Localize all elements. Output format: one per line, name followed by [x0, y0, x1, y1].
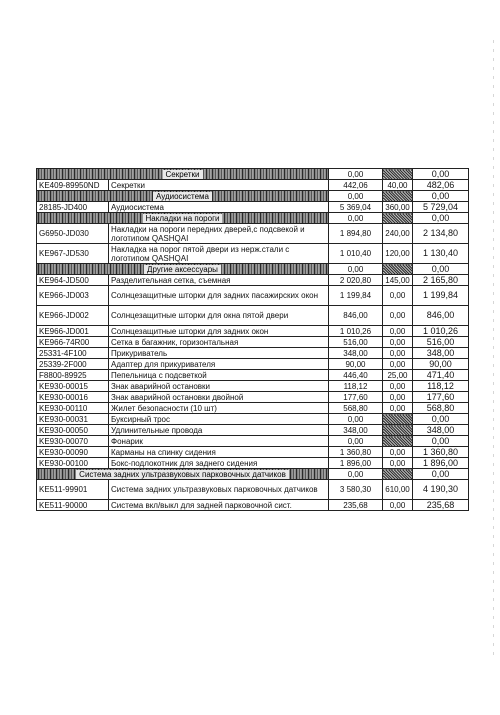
table-row — [37, 326, 469, 337]
install-cell: 40,00 — [383, 180, 413, 191]
section-title — [37, 213, 329, 224]
shaded-cell — [383, 425, 413, 436]
table-row — [37, 244, 469, 264]
total-cell: 235,68 — [413, 500, 469, 511]
price-cell: 5 369,04 — [329, 202, 383, 213]
table-row — [37, 275, 469, 286]
description-cell: Удлинительные провода — [109, 425, 329, 436]
table-row — [37, 180, 469, 191]
price-cell: 348,00 — [329, 348, 383, 359]
install-cell: 240,00 — [383, 224, 413, 244]
section-title-label: Аудиосистема — [153, 192, 212, 201]
part-number-cell: KE930-00015 — [37, 381, 109, 392]
section-row — [37, 191, 469, 202]
total-cell: 1 896,00 — [413, 458, 469, 469]
price-cell: 0,00 — [329, 191, 383, 202]
section-row — [37, 264, 469, 275]
part-number-cell: KE966-JD003 — [37, 286, 109, 306]
price-cell: 2 020,80 — [329, 275, 383, 286]
part-number-cell: KE966-74R00 — [37, 337, 109, 348]
part-number-cell: KE930-00090 — [37, 447, 109, 458]
table-row — [37, 425, 469, 436]
total-cell: 0,00 — [413, 169, 469, 180]
install-cell: 0,00 — [383, 286, 413, 306]
price-cell: 348,00 — [329, 425, 383, 436]
table-row — [37, 224, 469, 244]
total-cell: 5 729,04 — [413, 202, 469, 213]
part-number-cell: KE930-00070 — [37, 436, 109, 447]
table-row — [37, 414, 469, 425]
install-cell: 0,00 — [383, 306, 413, 326]
table-row — [37, 447, 469, 458]
total-cell: 568,80 — [413, 403, 469, 414]
price-cell: 0,00 — [329, 169, 383, 180]
price-cell: 1 010,26 — [329, 326, 383, 337]
price-cell: 1 894,80 — [329, 224, 383, 244]
description-cell: Сетка в багажник, горизонтальная — [109, 337, 329, 348]
shaded-cell — [383, 264, 413, 275]
table-row — [37, 370, 469, 381]
price-cell: 1 360,80 — [329, 447, 383, 458]
description-cell: Адаптер для прикуривателя — [109, 359, 329, 370]
table-row — [37, 480, 469, 500]
description-cell: Карманы на спинку сидения — [109, 447, 329, 458]
table-row — [37, 458, 469, 469]
shaded-cell — [383, 469, 413, 480]
accessories-price-table — [36, 168, 469, 511]
part-number-cell: KE966-JD001 — [37, 326, 109, 337]
table-row — [37, 286, 469, 306]
description-cell: Разделительная сетка, съемная — [109, 275, 329, 286]
total-cell: 1 130,40 — [413, 244, 469, 264]
total-cell: 0,00 — [413, 264, 469, 275]
description-cell: Знак аварийной остановки двойной — [109, 392, 329, 403]
part-number-cell: 28185-JD400 — [37, 202, 109, 213]
section-title — [37, 191, 329, 202]
description-cell: Пепельница с подсветкой — [109, 370, 329, 381]
total-cell: 2 165,80 — [413, 275, 469, 286]
install-cell: 145,00 — [383, 275, 413, 286]
price-cell: 0,00 — [329, 414, 383, 425]
price-cell: 1 199,84 — [329, 286, 383, 306]
section-row — [37, 213, 469, 224]
total-cell: 471,40 — [413, 370, 469, 381]
install-cell: 0,00 — [383, 337, 413, 348]
total-cell: 0,00 — [413, 436, 469, 447]
total-cell: 90,00 — [413, 359, 469, 370]
price-cell: 0,00 — [329, 213, 383, 224]
price-cell: 446,40 — [329, 370, 383, 381]
install-cell: 0,00 — [383, 500, 413, 511]
description-cell: Накладка на порог пятой двери из нерж.стали с логотипом QASHQAI — [109, 244, 329, 264]
table-row — [37, 436, 469, 447]
install-cell: 0,00 — [383, 348, 413, 359]
install-cell: 360,00 — [383, 202, 413, 213]
install-cell: 0,00 — [383, 359, 413, 370]
price-cell: 0,00 — [329, 469, 383, 480]
install-cell: 0,00 — [383, 447, 413, 458]
part-number-cell: G6950-JD030 — [37, 224, 109, 244]
price-cell: 0,00 — [329, 264, 383, 275]
part-number-cell: KE930-00050 — [37, 425, 109, 436]
install-cell: 0,00 — [383, 392, 413, 403]
price-cell: 177,60 — [329, 392, 383, 403]
part-number-cell: KE409-89950ND — [37, 180, 109, 191]
description-cell: Система вкл/выкл для задней парковочной сист. — [109, 500, 329, 511]
price-cell: 846,00 — [329, 306, 383, 326]
part-number-cell: KE511-90000 — [37, 500, 109, 511]
install-cell: 0,00 — [383, 326, 413, 337]
description-cell: Солнцезащитные шторки для задних пасажирских окон — [109, 286, 329, 306]
total-cell: 1 010,26 — [413, 326, 469, 337]
description-cell: Секретки — [109, 180, 329, 191]
description-cell: Аудиосистема — [109, 202, 329, 213]
table-row — [37, 392, 469, 403]
section-title-label: Система задних ультразвуковых парковочных датчиков — [76, 470, 289, 479]
total-cell: 2 134,80 — [413, 224, 469, 244]
total-cell: 348,00 — [413, 425, 469, 436]
section-title-label: Накладки на пороги — [143, 214, 223, 223]
install-cell: 0,00 — [383, 381, 413, 392]
total-cell: 348,00 — [413, 348, 469, 359]
section-title — [37, 469, 329, 480]
table-row — [37, 306, 469, 326]
table-row — [37, 381, 469, 392]
price-cell: 0,00 — [329, 436, 383, 447]
price-cell: 1 010,40 — [329, 244, 383, 264]
section-title-label: Секретки — [163, 170, 203, 179]
table-row — [37, 359, 469, 370]
total-cell: 0,00 — [413, 191, 469, 202]
price-cell: 3 580,30 — [329, 480, 383, 500]
table-row — [37, 202, 469, 213]
description-cell: Знак аварийной остановки — [109, 381, 329, 392]
part-number-cell: KE930-00031 — [37, 414, 109, 425]
price-cell: 1 896,00 — [329, 458, 383, 469]
description-cell: Прикуриватель — [109, 348, 329, 359]
part-number-cell: F8800-89925 — [37, 370, 109, 381]
install-cell: 0,00 — [383, 403, 413, 414]
description-cell: Солнцезащитные шторки для задних окон — [109, 326, 329, 337]
total-cell: 4 190,30 — [413, 480, 469, 500]
description-cell: Система задних ультразвуковых парковочных датчиков — [109, 480, 329, 500]
shaded-cell — [383, 436, 413, 447]
part-number-cell: KE930-00100 — [37, 458, 109, 469]
part-number-cell: KE964-JD500 — [37, 275, 109, 286]
price-cell: 516,00 — [329, 337, 383, 348]
price-cell: 442,06 — [329, 180, 383, 191]
total-cell: 118,12 — [413, 381, 469, 392]
total-cell: 177,60 — [413, 392, 469, 403]
description-cell: Буксирный трос — [109, 414, 329, 425]
part-number-cell: KE930-00110 — [37, 403, 109, 414]
section-title — [37, 264, 329, 275]
total-cell: 846,00 — [413, 306, 469, 326]
shaded-cell — [383, 213, 413, 224]
part-number-cell: KE966-JD002 — [37, 306, 109, 326]
install-cell: 610,00 — [383, 480, 413, 500]
table-row — [37, 337, 469, 348]
install-cell: 0,00 — [383, 458, 413, 469]
table-row — [37, 403, 469, 414]
table-body — [37, 169, 469, 511]
section-row — [37, 469, 469, 480]
description-cell: Жилет безопасности (10 шт) — [109, 403, 329, 414]
total-cell: 0,00 — [413, 414, 469, 425]
install-cell: 120,00 — [383, 244, 413, 264]
section-title — [37, 169, 329, 180]
shaded-cell — [383, 191, 413, 202]
part-number-cell: 25339-2F000 — [37, 359, 109, 370]
part-number-cell: KE511-99901 — [37, 480, 109, 500]
price-cell: 568,80 — [329, 403, 383, 414]
price-cell: 90,00 — [329, 359, 383, 370]
price-cell: 118,12 — [329, 381, 383, 392]
total-cell: 516,00 — [413, 337, 469, 348]
description-cell: Накладки на пороги передних дверей,с подсвекой и логотипом QASHQAI — [109, 224, 329, 244]
total-cell: 1 199,84 — [413, 286, 469, 306]
description-cell: Солнцезащитные шторки для окна пятой двери — [109, 306, 329, 326]
part-number-cell: KE930-00016 — [37, 392, 109, 403]
table-row — [37, 348, 469, 359]
total-cell: 1 360,80 — [413, 447, 469, 458]
total-cell: 0,00 — [413, 469, 469, 480]
table-row — [37, 500, 469, 511]
section-title-label: Другие аксессуары — [144, 265, 221, 274]
scan-edge-mark — [493, 40, 494, 660]
total-cell: 482,06 — [413, 180, 469, 191]
description-cell: Фонарик — [109, 436, 329, 447]
total-cell: 0,00 — [413, 213, 469, 224]
section-row — [37, 169, 469, 180]
install-cell: 25,00 — [383, 370, 413, 381]
description-cell: Бокс-подлокотник для заднего сидения — [109, 458, 329, 469]
shaded-cell — [383, 169, 413, 180]
price-cell: 235,68 — [329, 500, 383, 511]
shaded-cell — [383, 414, 413, 425]
part-number-cell: 25331-4F100 — [37, 348, 109, 359]
part-number-cell: KE967-JD530 — [37, 244, 109, 264]
